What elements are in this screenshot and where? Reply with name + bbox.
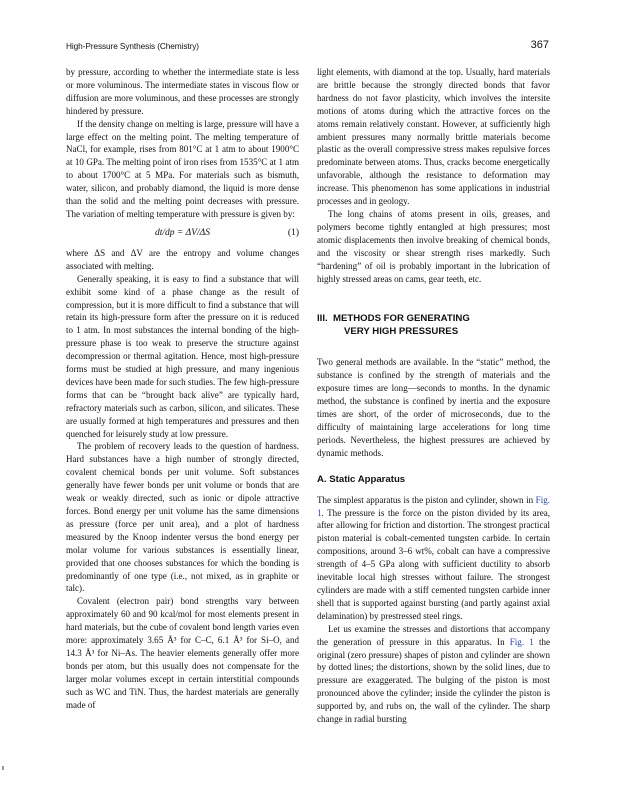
text-run: The simplest apparatus is the piston and cylinder, shown in	[317, 494, 536, 505]
text-run: . The pressure is the force on the piston divided by its area, after allowing for friction and distortion. The strongest practical piston material is cobalt-cemented tungsten carbide. In certain compositions, around 3–6 wt%, cobalt can have a compressive strength of 4–5 GPa along with sufficient ductility to absorb inevitable local high stresses without failure. The strongest cylinders are made with a stiff cemented tungsten carbide inner shell that is supported against bursting (and partly against axial delamination) by prestressed steel rings.	[317, 507, 550, 621]
paragraph: light elements, with diamond at the top. Usually, hard materials are brittle because the strongly directed bonds that favor hardness do not favor plasticity, which involves the intersite motions of atoms during which the attractive forces on the atoms remain relatively constant. However, at sufficiently high ambient pressures many normally brittle materials become plastic as the overall compressive stress makes repulsive forces predominate between atoms. Thus, cracks become energetically unfavorable, although the resistance to deformation may increase. This phenomenon has some applications in industrial processes and in geology.	[317, 67, 550, 207]
margin-mark	[2, 766, 4, 770]
section-title-line-2: VERY HIGH PRESSURES	[344, 325, 459, 337]
paragraph: by pressure, according to whether the intermediate state is less or more voluminous. The intermediate states in viscous flow or diffusion are more voluminous, and these processes are strongly hindered by pressure.	[66, 67, 299, 116]
paragraph: Covalent (electron pair) bond strengths vary between approximately 60 and 90 kcal/mol for most elements present in hard materials, but the cube of covalent bond length varies even more: approximately 3.65 Å³ for C–C, 6.1 Å³ for Si–O, and 14.3 Å³ for Ni–As. The heavier elements generally offer more bonds per atom, but this usually does not compensate for the larger molar volumes except in certain interstitial compounds such as WC and TiN. Thus, the hardest materials are generally made of	[66, 596, 299, 710]
equation-text: dt/dp = ΔV/ΔS	[154, 227, 211, 238]
page-header	[66, 41, 549, 55]
paragraph: Generally speaking, it is easy to find a substance that will exhibit some kind of a phase change as the result of compression, but it is more difficult to find a substance that will retain its high-pressure form after the pressure on it is reduced to 1 atm. In most substances the internal bonding of the high-pressure phase is too weak to preserve the structure against decompression or thermal agitation. Hence, most high-pressure forms must be studied at high pressure, and many ingenious devices have been made for such studies. The few high-pressure forms that can be “brought back alive” are typically hard, refractory materials such as carbon, silicon, and silicates. These are usually formed at high temperatures and pressures and then quenched for leisurely study at low pressure.	[66, 273, 299, 439]
paragraph	[317, 494, 550, 623]
subsection-heading: A. Static Apparatus	[317, 473, 406, 485]
paragraph: Two general methods are available. In the “static” method, the substance is confined by the strength of materials and the exposure times are long—seconds to months. In the dynamic method, the substance is confined by inertia and the exposure times are short, of the order of microseconds, due to the difficulty of maintaining large accelerations for long time periods. Nevertheless, the highest pressures are achieved by dynamic methods.	[317, 357, 550, 458]
paragraph	[317, 623, 550, 726]
page-number: 367	[530, 39, 549, 51]
paragraph: If the density change on melting is large, pressure will have a large effect on the melting point. The melting temperature of NaCl, for example, rises from 801°C at 1 atm to about 1900°C at 10 GPa. The melting point of iron rises from 1535°C at 1 atm to about 1700°C at 5 MPa. For materials such as bismuth, water, silicon, and probably diamond, the liquid is more dense than the solid and the melting point decreases with pressure. The variation of melting temperature with pressure is given by:	[66, 118, 299, 219]
paragraph: The long chains of atoms present in oils, greases, and polymers become tightly entangled at high pressures; most atomic displacements then involve breaking of chemical bonds, and the viscosity or shear strength rises markedly. Such “hardening” of oil is probably important in the lubrication of highly stressed areas on cams, gear teeth, etc.	[317, 208, 550, 284]
section-number: III.	[317, 313, 328, 325]
paragraph: where ΔS and ΔV are the entropy and volume changes associated with melting.	[66, 247, 299, 271]
figure-link[interactable]: Fig. 1	[509, 636, 534, 647]
right-column	[317, 66, 550, 726]
section-title-line-1: METHODS FOR GENERATING	[333, 313, 470, 325]
equation-number: (1)	[287, 227, 299, 238]
figure-link[interactable]: Fig. 1	[317, 494, 550, 518]
paragraph: The problem of recovery leads to the question of hardness. Hard substances have a high number of strongly directed, covalent chemical bonds per unit volume. Soft substances generally have fewer bonds per unit volume or bonds that are weak or weakly directed, such as ionic or dipole attractive forces. Bond energy per unit volume has the same dimensions as pressure (force per unit area), and a plot of hardness measured by the Knoop indenter versus the bond energy per molar volume for various substances is essentially linear, provided that one chooses substances for which the bonding is predominantly of one type (i.e., not mixed, as in graphite or talc).	[66, 441, 299, 594]
text-run: Let us examine the stresses and distortions that accompany the generation of pressure in this apparatus. In	[317, 623, 550, 647]
left-column	[66, 66, 299, 712]
text-run: the original (zero pressure) shapes of piston and cylinder are shown by dotted lines; the distortions, shown by the solid lines, due to pressure are exaggerated. The bulging of the piston is most pronounced above the cylinder; inside the cylinder the piston is supported by, and rubs on, the wall of the cylinder. The sharp change in radial bursting	[317, 636, 550, 725]
equation-1	[66, 221, 299, 247]
section-heading	[317, 313, 550, 338]
running-head: High-Pressure Synthesis (Chemistry)	[66, 41, 199, 51]
